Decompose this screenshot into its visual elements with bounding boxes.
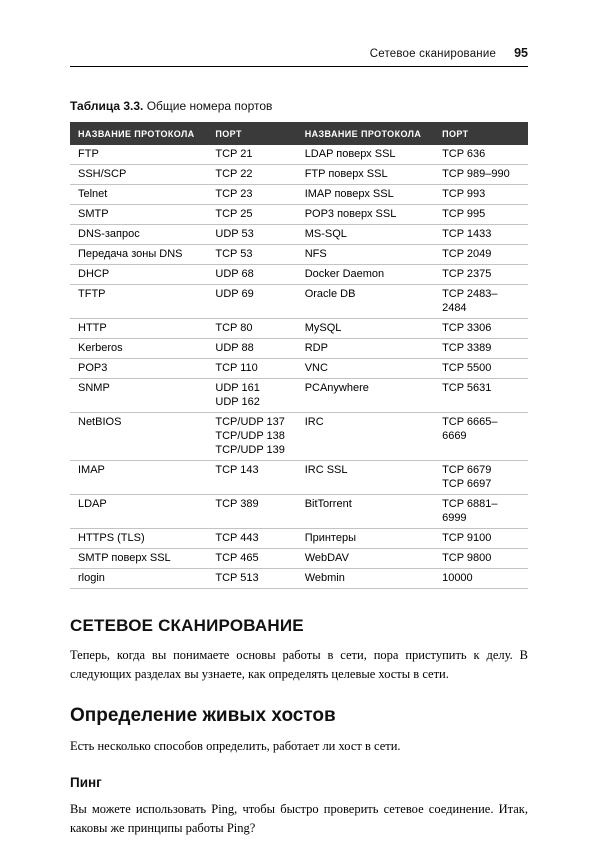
- running-header: [70, 46, 528, 67]
- table-row: [70, 319, 528, 339]
- port-cell: TCP 993: [434, 185, 528, 205]
- table-row: [70, 225, 528, 245]
- port-cell: TCP 143: [207, 461, 296, 495]
- protocol-cell: POP3 поверх SSL: [297, 205, 434, 225]
- port-cell: TCP 3306: [434, 319, 528, 339]
- protocol-cell: HTTP: [70, 319, 207, 339]
- table-caption-label: Таблица 3.3.: [70, 99, 144, 113]
- paragraph-live-hosts: Есть несколько способов определить, работает ли хост в сети.: [70, 739, 401, 753]
- protocol-cell: Принтеры: [297, 529, 434, 549]
- port-cell: TCP 513: [207, 569, 296, 589]
- protocol-cell: Oracle DB: [297, 285, 434, 319]
- port-cell: UDP 88: [207, 339, 296, 359]
- table-caption: [70, 99, 528, 113]
- port-cell: TCP 6881–6999: [434, 495, 528, 529]
- protocol-cell: FTP: [70, 145, 207, 165]
- table-row: [70, 359, 528, 379]
- page-number: 95: [514, 46, 528, 60]
- column-header-protocol-2: НАЗВАНИЕ ПРОТОКОЛА: [297, 122, 434, 145]
- protocol-cell: VNC: [297, 359, 434, 379]
- protocol-cell: SMTP поверх SSL: [70, 549, 207, 569]
- table-row: [70, 205, 528, 225]
- protocol-cell: Передача зоны DNS: [70, 245, 207, 265]
- protocol-cell: Telnet: [70, 185, 207, 205]
- port-cell: TCP 989–990: [434, 165, 528, 185]
- protocol-cell: NFS: [297, 245, 434, 265]
- table-row: [70, 413, 528, 461]
- protocol-cell: IRC SSL: [297, 461, 434, 495]
- port-cell: TCP 21: [207, 145, 296, 165]
- port-cell: TCP/UDP 137 TCP/UDP 138 TCP/UDP 139: [207, 413, 296, 461]
- protocol-cell: rlogin: [70, 569, 207, 589]
- table-header-row: [70, 122, 528, 145]
- protocol-cell: LDAP поверх SSL: [297, 145, 434, 165]
- port-cell: TCP 25: [207, 205, 296, 225]
- port-cell: UDP 53: [207, 225, 296, 245]
- port-cell: UDP 69: [207, 285, 296, 319]
- port-cell: TCP 443: [207, 529, 296, 549]
- table-row: [70, 495, 528, 529]
- table-row: [70, 379, 528, 413]
- port-cell: TCP 2375: [434, 265, 528, 285]
- port-cell: TCP 9100: [434, 529, 528, 549]
- port-cell: TCP 5500: [434, 359, 528, 379]
- protocol-cell: PCAnywhere: [297, 379, 434, 413]
- port-cell: TCP 2483–2484: [434, 285, 528, 319]
- protocol-cell: WebDAV: [297, 549, 434, 569]
- column-header-port-2: ПОРТ: [434, 122, 528, 145]
- table-row: [70, 285, 528, 319]
- port-cell: TCP 2049: [434, 245, 528, 265]
- column-header-protocol-1: НАЗВАНИЕ ПРОТОКОЛА: [70, 122, 207, 145]
- protocol-cell: POP3: [70, 359, 207, 379]
- protocol-cell: RDP: [297, 339, 434, 359]
- protocol-cell: IMAP: [70, 461, 207, 495]
- port-table-body: [70, 145, 528, 589]
- section-heading-ping: Пинг: [70, 775, 102, 790]
- section-heading-live-hosts: Определение живых хостов: [70, 705, 336, 726]
- port-cell: TCP 995: [434, 205, 528, 225]
- port-cell: TCP 22: [207, 165, 296, 185]
- table-caption-text: Общие номера портов: [146, 99, 273, 113]
- port-cell: TCP 1433: [434, 225, 528, 245]
- port-cell: TCP 5631: [434, 379, 528, 413]
- port-cell: TCP 110: [207, 359, 296, 379]
- paragraph-ping: Вы можете использовать Ping, чтобы быстро проверить сетевое соединение. Итак, каковы же принципы работы Ping?: [70, 802, 528, 835]
- port-table: [70, 122, 528, 589]
- table-row: [70, 165, 528, 185]
- protocol-cell: FTP поверх SSL: [297, 165, 434, 185]
- protocol-cell: DNS-запрос: [70, 225, 207, 245]
- protocol-cell: Webmin: [297, 569, 434, 589]
- protocol-cell: SNMP: [70, 379, 207, 413]
- port-cell: TCP 6665–6669: [434, 413, 528, 461]
- running-title: Сетевое сканирование: [369, 48, 497, 60]
- table-row: [70, 145, 528, 165]
- protocol-cell: Docker Daemon: [297, 265, 434, 285]
- table-row: [70, 569, 528, 589]
- port-cell: TCP 80: [207, 319, 296, 339]
- table-row: [70, 265, 528, 285]
- protocol-cell: MySQL: [297, 319, 434, 339]
- protocol-cell: DHCP: [70, 265, 207, 285]
- column-header-port-1: ПОРТ: [207, 122, 296, 145]
- section-heading-network-scanning: СЕТЕВОЕ СКАНИРОВАНИЕ: [70, 616, 304, 635]
- protocol-cell: TFTP: [70, 285, 207, 319]
- table-row: [70, 245, 528, 265]
- table-row: [70, 185, 528, 205]
- table-row: [70, 339, 528, 359]
- port-cell: TCP 636: [434, 145, 528, 165]
- protocol-cell: IMAP поверх SSL: [297, 185, 434, 205]
- table-row: [70, 549, 528, 569]
- table-row: [70, 529, 528, 549]
- paragraph-intro: Теперь, когда вы понимаете основы работы в сети, пора приступить к делу. В следующих разделах вы узнаете, как определять целевые хосты в сети.: [70, 648, 528, 681]
- protocol-cell: SSH/SCP: [70, 165, 207, 185]
- protocol-cell: MS-SQL: [297, 225, 434, 245]
- port-cell: TCP 6679 TCP 6697: [434, 461, 528, 495]
- protocol-cell: LDAP: [70, 495, 207, 529]
- port-cell: TCP 53: [207, 245, 296, 265]
- port-cell: TCP 389: [207, 495, 296, 529]
- protocol-cell: BitTorrent: [297, 495, 434, 529]
- port-cell: UDP 68: [207, 265, 296, 285]
- port-cell: TCP 3389: [434, 339, 528, 359]
- protocol-cell: SMTP: [70, 205, 207, 225]
- port-cell: 10000: [434, 569, 528, 589]
- port-cell: TCP 9800: [434, 549, 528, 569]
- protocol-cell: NetBIOS: [70, 413, 207, 461]
- port-cell: UDP 161 UDP 162: [207, 379, 296, 413]
- protocol-cell: IRC: [297, 413, 434, 461]
- table-row: [70, 461, 528, 495]
- protocol-cell: Kerberos: [70, 339, 207, 359]
- protocol-cell: HTTPS (TLS): [70, 529, 207, 549]
- port-cell: TCP 23: [207, 185, 296, 205]
- port-cell: TCP 465: [207, 549, 296, 569]
